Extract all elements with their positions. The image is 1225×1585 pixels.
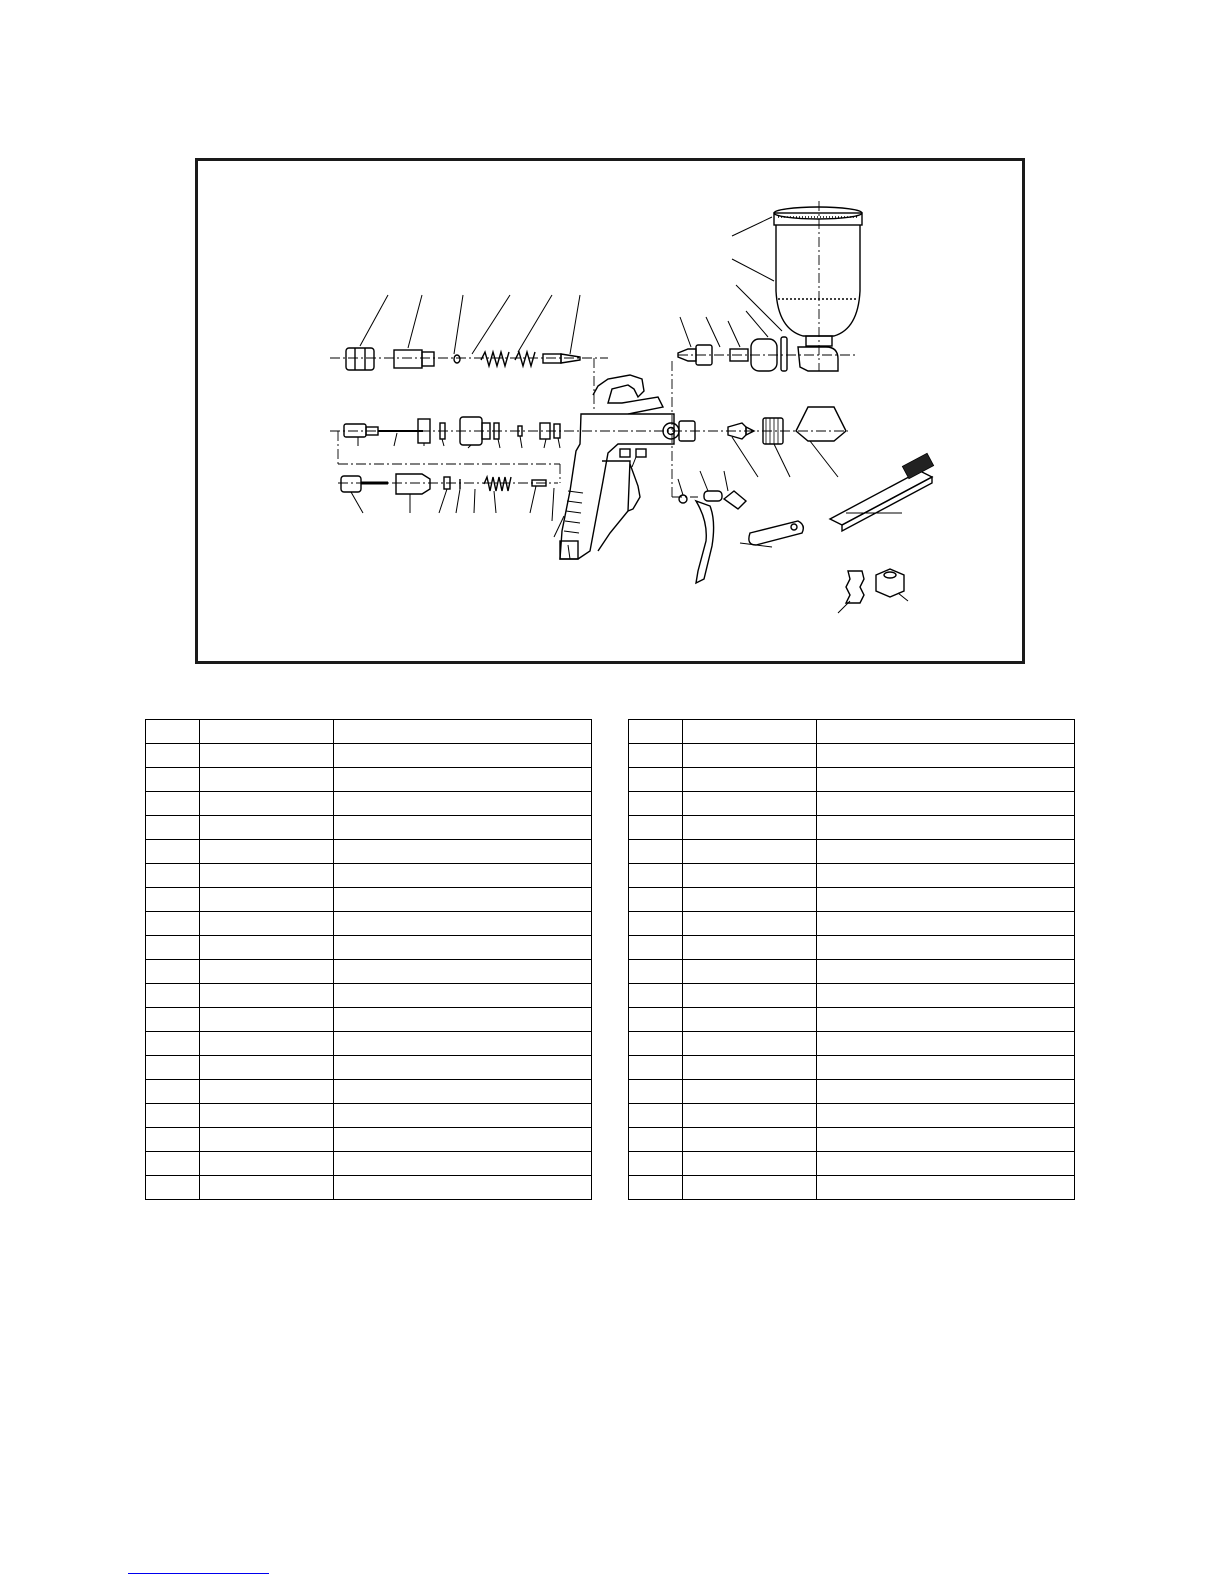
table-row	[146, 1128, 592, 1152]
table-cell	[629, 1008, 683, 1032]
table-row	[629, 912, 1075, 936]
parts-list-table-left	[145, 719, 592, 1200]
table-row	[629, 840, 1075, 864]
table-cell	[334, 864, 592, 888]
table-cell	[629, 1056, 683, 1080]
table-cell	[200, 888, 334, 912]
parts-list-table-right	[628, 719, 1075, 1200]
table-row	[629, 1032, 1075, 1056]
table-cell	[817, 1152, 1075, 1176]
table-cell	[334, 1128, 592, 1152]
table-row	[146, 1176, 592, 1200]
valve-fittings	[620, 449, 646, 457]
table-row	[146, 1032, 592, 1056]
table-row	[146, 1152, 592, 1176]
table-cell	[817, 768, 1075, 792]
table-cell	[683, 936, 817, 960]
table-cell	[683, 792, 817, 816]
hose-fitting-icon	[678, 337, 787, 371]
table-cell	[146, 864, 200, 888]
fluid-adjuster-assembly	[341, 474, 460, 494]
table-cell	[817, 1176, 1075, 1200]
table-cell	[817, 1128, 1075, 1152]
wrench-icon	[749, 521, 803, 545]
table-cell	[200, 1056, 334, 1080]
spring-icon	[481, 352, 535, 366]
table-row	[629, 792, 1075, 816]
spray-gun-body-icon	[560, 375, 695, 559]
table-cell	[334, 1056, 592, 1080]
table-cell	[200, 744, 334, 768]
table-row	[146, 1008, 592, 1032]
table-cell	[817, 984, 1075, 1008]
table-cell	[200, 936, 334, 960]
table-row	[629, 744, 1075, 768]
table-row	[629, 1008, 1075, 1032]
table-cell	[683, 768, 817, 792]
table-cell	[817, 960, 1075, 984]
table-cell	[683, 816, 817, 840]
table-row	[146, 888, 592, 912]
table-cell	[629, 720, 683, 744]
table-cell	[334, 1008, 592, 1032]
table-cell	[629, 960, 683, 984]
table-row	[629, 1104, 1075, 1128]
table-cell	[200, 1080, 334, 1104]
table-cell	[334, 936, 592, 960]
table-cell	[334, 1152, 592, 1176]
footer-hyperlink[interactable]	[128, 1573, 269, 1574]
table-cell	[817, 816, 1075, 840]
table-cell	[146, 744, 200, 768]
table-cell	[629, 1080, 683, 1104]
table-cell	[334, 720, 592, 744]
table-cell	[200, 1176, 334, 1200]
table-cell	[334, 984, 592, 1008]
table-cell	[146, 888, 200, 912]
table-row	[146, 864, 592, 888]
leader-lines	[351, 217, 908, 613]
table-row	[146, 1104, 592, 1128]
exploded-view-diagram	[195, 158, 1025, 664]
table-cell	[200, 768, 334, 792]
table-cell	[817, 792, 1075, 816]
table-cell	[334, 1104, 592, 1128]
table-row	[146, 768, 592, 792]
table-row	[629, 816, 1075, 840]
table-cell	[629, 984, 683, 1008]
table-cell	[629, 768, 683, 792]
table-cell	[146, 1152, 200, 1176]
trigger-icon	[679, 491, 746, 583]
table-cell	[817, 1056, 1075, 1080]
table-cell	[334, 1176, 592, 1200]
table-cell	[200, 1104, 334, 1128]
table-cell	[683, 960, 817, 984]
table-cell	[200, 1032, 334, 1056]
needle-icon	[543, 354, 580, 363]
table-cell	[334, 912, 592, 936]
table-cell	[146, 816, 200, 840]
cleaning-brush-icon	[830, 453, 934, 531]
table-row	[146, 984, 592, 1008]
table-row	[629, 984, 1075, 1008]
centre-lines	[330, 201, 858, 497]
table-cell	[683, 744, 817, 768]
table-cell	[817, 912, 1075, 936]
table-cell	[334, 960, 592, 984]
table-cell	[817, 744, 1075, 768]
table-row	[629, 768, 1075, 792]
table-cell	[146, 1104, 200, 1128]
table-row	[146, 744, 592, 768]
table-cell	[683, 1176, 817, 1200]
table-cell	[146, 984, 200, 1008]
nozzle-assembly	[728, 407, 846, 444]
hose-fitting-icon	[846, 571, 864, 603]
table-cell	[683, 1104, 817, 1128]
table-cell	[629, 1032, 683, 1056]
table-cell	[629, 1104, 683, 1128]
table-cell	[629, 816, 683, 840]
table-cell	[200, 984, 334, 1008]
table-cell	[146, 1128, 200, 1152]
table-cell	[200, 864, 334, 888]
table-cell	[683, 984, 817, 1008]
table-row	[629, 1128, 1075, 1152]
table-cell	[146, 768, 200, 792]
table-cell	[817, 864, 1075, 888]
table-row	[146, 936, 592, 960]
table-cell	[146, 936, 200, 960]
table-cell	[817, 1104, 1075, 1128]
table-row	[146, 1056, 592, 1080]
table-cell	[200, 1152, 334, 1176]
table-cell	[629, 1176, 683, 1200]
table-cell	[334, 792, 592, 816]
table-cell	[629, 840, 683, 864]
table-row	[629, 1152, 1075, 1176]
table-cell	[683, 1056, 817, 1080]
table-cell	[200, 1008, 334, 1032]
table-cell	[334, 840, 592, 864]
table-cell	[683, 1128, 817, 1152]
table-cell	[146, 792, 200, 816]
table-cell	[817, 1080, 1075, 1104]
table-cell	[200, 1128, 334, 1152]
air-cap-icon	[346, 348, 460, 370]
table-cell	[146, 1080, 200, 1104]
table-cell	[146, 840, 200, 864]
table-row	[629, 960, 1075, 984]
table-cell	[629, 792, 683, 816]
table-row	[146, 1080, 592, 1104]
table-cell	[146, 1008, 200, 1032]
table-cell	[817, 1032, 1075, 1056]
table-cell	[817, 1008, 1075, 1032]
table-row	[629, 888, 1075, 912]
table-cell	[683, 1080, 817, 1104]
nut-icon	[876, 569, 904, 597]
table-cell	[200, 840, 334, 864]
table-cell	[146, 1176, 200, 1200]
table-cell	[629, 744, 683, 768]
table-cell	[629, 1152, 683, 1176]
table-cell	[629, 1128, 683, 1152]
table-row	[629, 1056, 1075, 1080]
table-cell	[334, 1080, 592, 1104]
table-cell	[683, 840, 817, 864]
table-cell	[683, 888, 817, 912]
table-cell	[817, 840, 1075, 864]
table-cell	[146, 1056, 200, 1080]
table-cell	[334, 888, 592, 912]
table-cell	[146, 912, 200, 936]
table-cell	[200, 960, 334, 984]
table-cell	[200, 720, 334, 744]
table-cell	[817, 888, 1075, 912]
table-cell	[629, 936, 683, 960]
table-row	[629, 1080, 1075, 1104]
table-row	[146, 840, 592, 864]
table-cell	[146, 1032, 200, 1056]
table-cell	[683, 864, 817, 888]
spring-icon	[484, 477, 511, 491]
exploded-view-drawing	[198, 161, 1022, 661]
table-row	[146, 720, 592, 744]
table-cell	[334, 1032, 592, 1056]
table-cell	[200, 816, 334, 840]
table-cell	[629, 888, 683, 912]
table-cell	[629, 864, 683, 888]
table-cell	[683, 1008, 817, 1032]
table-cell	[683, 1032, 817, 1056]
table-cell	[146, 720, 200, 744]
table-cell	[334, 768, 592, 792]
table-cell	[683, 912, 817, 936]
table-row	[629, 864, 1075, 888]
table-row	[146, 792, 592, 816]
table-row	[629, 1176, 1075, 1200]
table-row	[146, 960, 592, 984]
table-row	[146, 816, 592, 840]
table-cell	[334, 816, 592, 840]
table-cell	[629, 912, 683, 936]
table-cell	[817, 720, 1075, 744]
table-cell	[334, 744, 592, 768]
table-row	[629, 936, 1075, 960]
table-cell	[146, 960, 200, 984]
table-cell	[200, 912, 334, 936]
table-cell	[683, 1152, 817, 1176]
table-row	[146, 912, 592, 936]
table-cell	[200, 792, 334, 816]
table-cell	[683, 720, 817, 744]
table-row	[629, 720, 1075, 744]
table-cell	[817, 936, 1075, 960]
